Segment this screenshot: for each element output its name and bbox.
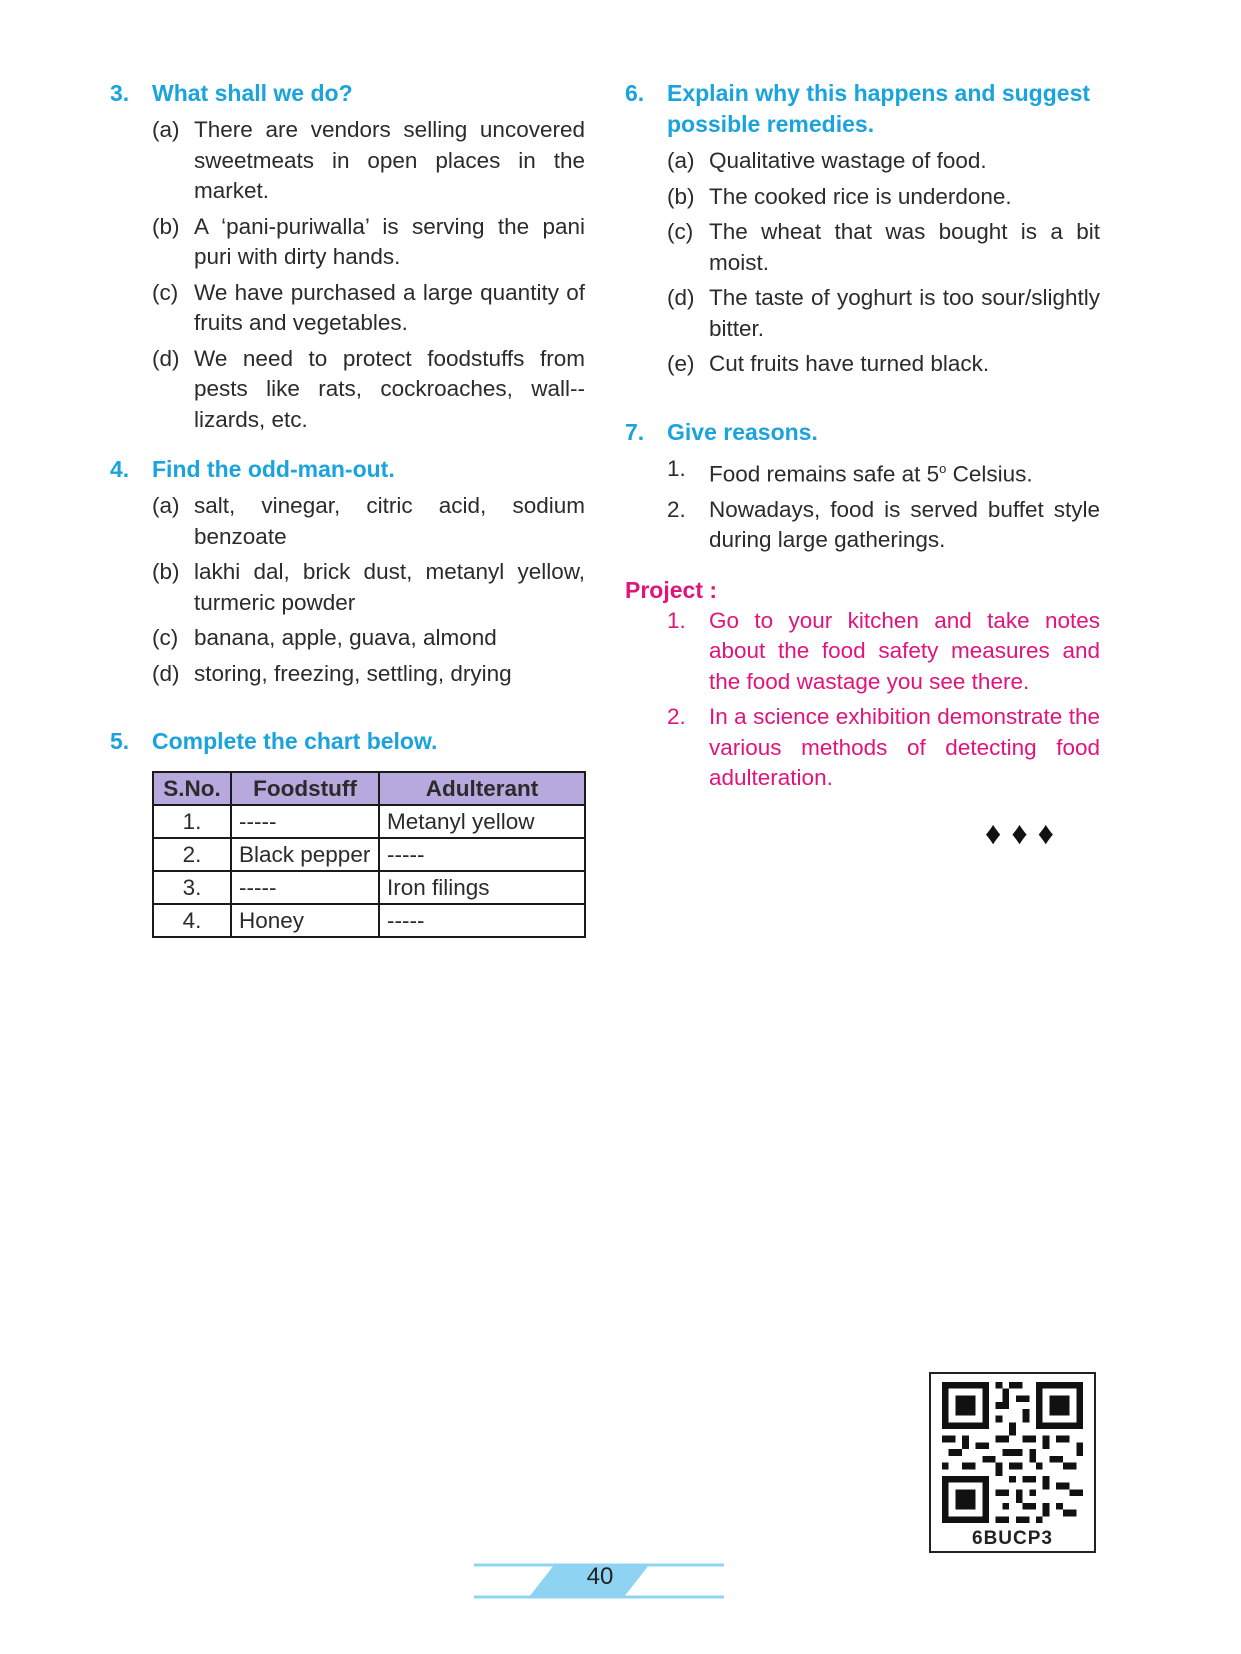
item-marker: (d) — [152, 345, 180, 371]
table-cell: ----- — [231, 871, 379, 904]
question-title: Explain why this happens and suggest possible remedies. — [667, 80, 1091, 137]
question-number: 5. — [110, 728, 130, 754]
list-item — [152, 344, 585, 436]
item-marker: (d) — [152, 660, 180, 686]
item-text: banana, apple, guava, almond — [194, 625, 497, 650]
table-cell: 4. — [153, 904, 231, 937]
list-item — [152, 623, 585, 654]
item-marker: (a) — [152, 493, 180, 518]
question-4-heading — [110, 454, 585, 485]
adulterant-chart-table — [152, 771, 586, 938]
item-marker: (b) — [152, 213, 180, 239]
item-text: Nowadays, food is served buffet style during large gatherings. — [709, 496, 1100, 552]
item-marker: (d) — [667, 285, 695, 310]
question-number: 3. — [110, 80, 130, 106]
table-cell: Metanyl yellow — [379, 805, 585, 838]
page-number: 40 — [586, 1563, 614, 1590]
item-marker: (c) — [152, 279, 179, 305]
table-cell: Honey — [231, 904, 379, 937]
degree-superscript: o — [939, 460, 947, 476]
table-row — [153, 904, 585, 937]
list-item — [667, 217, 1100, 278]
list-item — [667, 606, 1100, 698]
item-marker: (c) — [667, 219, 694, 244]
list-item — [667, 454, 1100, 490]
item-marker: 2. — [667, 704, 686, 729]
column-header: S.No. — [153, 772, 231, 805]
table-cell: 2. — [153, 838, 231, 871]
item-text: A ‘pani-puriwalla’ is serving the pani puri with dirty hands. — [194, 213, 585, 269]
item-marker: (a) — [152, 117, 180, 142]
item-text: storing, freezing, settling, drying — [194, 660, 512, 686]
table-header-row — [153, 772, 585, 805]
list-item — [152, 115, 585, 207]
project-items — [667, 606, 1100, 794]
item-marker: 2. — [667, 496, 686, 522]
item-text: Food remains safe at 5$^o$ Celsius. — [709, 460, 1033, 486]
question-title: What shall we do? — [152, 80, 353, 106]
question-title: Give reasons. — [667, 418, 818, 445]
question-number: 6. — [625, 80, 645, 106]
list-item — [152, 491, 585, 552]
qr-code-label: 6BUCP3 — [972, 1528, 1053, 1549]
list-item — [152, 212, 585, 273]
question-7-items — [667, 454, 1100, 556]
item-marker: (b) — [667, 183, 695, 209]
list-item — [667, 702, 1100, 794]
table-cell: Iron filings — [379, 871, 585, 904]
list-item — [152, 557, 585, 618]
question-7-heading — [625, 417, 1100, 448]
item-text: Go to your kitchen and take notes about the food safety measures and the food wastage you see there. — [709, 607, 1100, 694]
list-item — [152, 659, 585, 690]
end-ornament-diamonds-icon: ♦♦♦ — [985, 815, 1064, 851]
item-text: Qualitative wastage of food. — [709, 148, 987, 173]
question-number: 4. — [110, 456, 130, 482]
column-header: Foodstuff — [231, 772, 379, 805]
table-cell: 1. — [153, 805, 231, 838]
project-heading: Project : — [625, 576, 718, 603]
list-item — [667, 495, 1100, 556]
table-cell: ----- — [231, 805, 379, 838]
column-header: Adulterant — [379, 772, 585, 805]
question-3-heading — [110, 78, 585, 109]
list-item — [667, 349, 1100, 380]
list-item — [152, 278, 585, 339]
qr-code-icon — [942, 1382, 1083, 1523]
question-6-items — [667, 146, 1100, 380]
item-marker: (b) — [152, 559, 180, 584]
item-text: We need to protect foodstuffs from pests like rats, cockroaches, wall--lizards, etc. — [194, 345, 585, 432]
left-column — [110, 78, 585, 938]
list-item — [667, 283, 1100, 344]
item-text: We have purchased a large quantity of fruits and vegetables. — [194, 279, 585, 335]
qr-code — [929, 1372, 1096, 1553]
right-column — [625, 78, 1100, 799]
table-cell: ----- — [379, 838, 585, 871]
item-marker: 1. — [667, 607, 686, 633]
question-title: Complete the chart below. — [152, 728, 438, 754]
item-text: There are vendors selling uncovered sweetmeats in open places in the market. — [194, 117, 585, 203]
item-text: Cut fruits have turned black. — [709, 351, 990, 376]
item-marker: (c) — [152, 625, 179, 650]
item-marker: (e) — [667, 351, 695, 376]
table-cell: 3. — [153, 871, 231, 904]
table-cell: ----- — [379, 904, 585, 937]
item-marker: (a) — [667, 148, 695, 173]
list-item — [667, 182, 1100, 213]
item-text: lakhi dal, brick dust, metanyl yellow, turmeric powder — [194, 559, 585, 615]
table-row — [153, 871, 585, 904]
question-4-items — [152, 491, 585, 689]
table-cell: Black pepper — [231, 838, 379, 871]
table-row — [153, 838, 585, 871]
item-text: The wheat that was bought is a bit moist. — [709, 219, 1100, 275]
question-5-heading — [110, 726, 585, 757]
question-title: Find the odd-man-out. — [152, 456, 395, 482]
list-item — [667, 146, 1100, 177]
item-marker: 1. — [667, 455, 686, 481]
question-3-items — [152, 115, 585, 435]
question-number: 7. — [625, 418, 645, 445]
item-text: The cooked rice is underdone. — [709, 183, 1012, 209]
item-text: salt, vinegar, citric acid, sodium benzoate — [194, 493, 585, 549]
item-text: The taste of yoghurt is too sour/slightly bitter. — [709, 285, 1100, 341]
item-text: In a science exhibition demonstrate the various methods of detecting food adulteration. — [709, 704, 1100, 790]
table-row — [153, 805, 585, 838]
question-6-heading — [625, 78, 1100, 140]
